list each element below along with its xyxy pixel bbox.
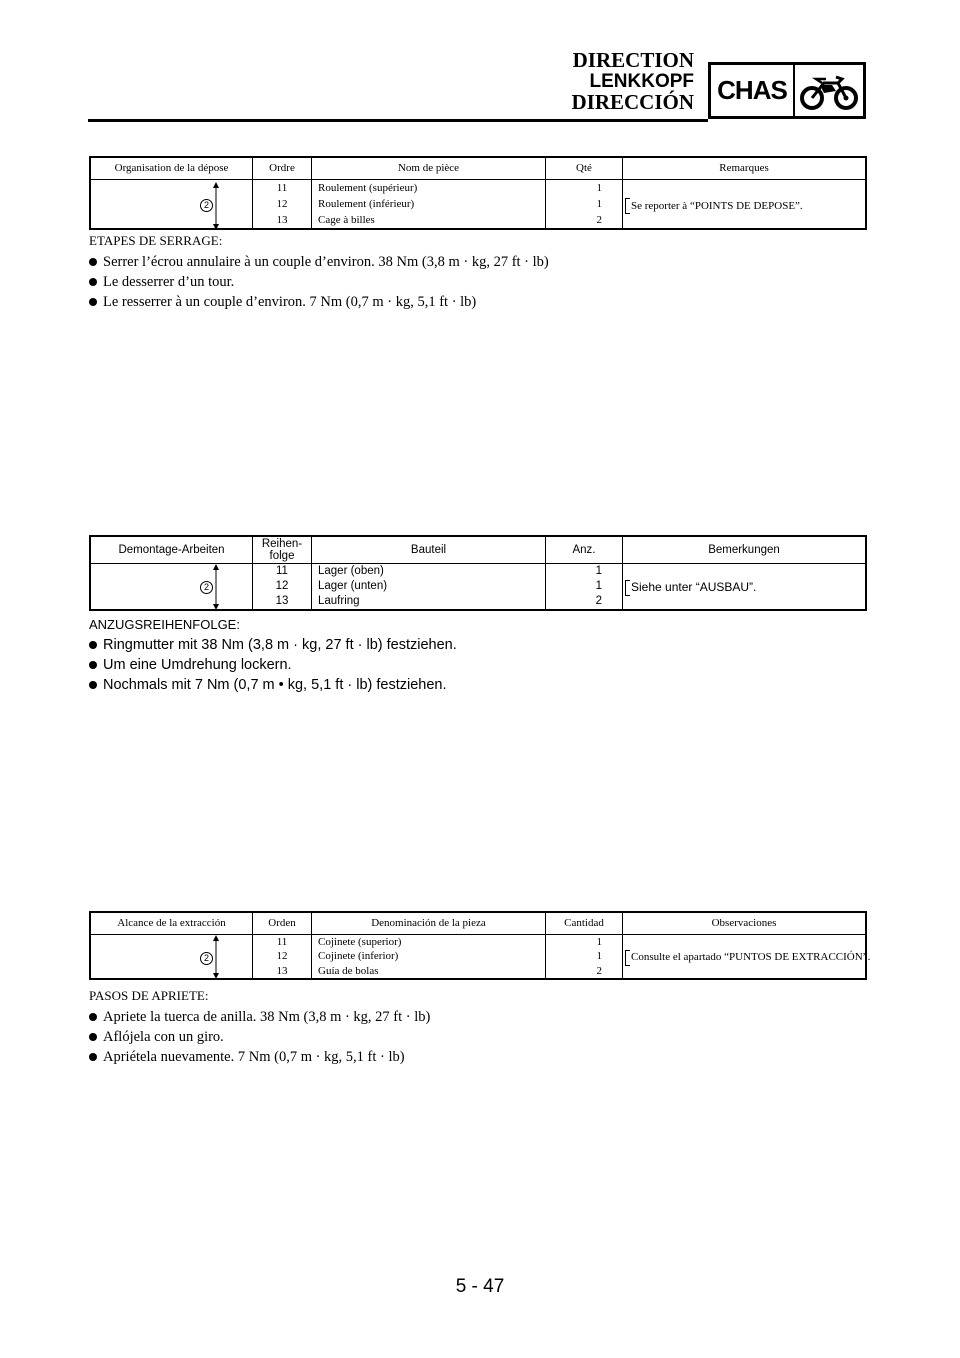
step-item [89, 272, 869, 292]
part-name: Cage à billes [318, 213, 375, 226]
quantity: 2 [596, 213, 602, 226]
col-header: Nom de pièce [312, 157, 546, 179]
steps-heading: PASOS DE APRIETE: [89, 988, 209, 1003]
quantity: 1 [596, 950, 602, 962]
remark-text: Siehe unter “AUSBAU”. [631, 579, 757, 594]
step-text: Aflójela con un giro. [103, 1029, 224, 1045]
header-rule [88, 119, 708, 122]
step-range-arrow-icon [203, 935, 224, 979]
section-badge [708, 62, 866, 119]
step-range-arrow-icon [203, 564, 224, 610]
bullet-icon [89, 641, 97, 649]
col-header: Observaciones [623, 912, 867, 934]
part-name: Guía de bolas [318, 964, 379, 977]
col-header: Bemerkungen [623, 536, 867, 563]
col-header: Demontage-Arbeiten [90, 536, 253, 563]
step-item [89, 252, 869, 272]
step-text: Ringmutter mit 38 Nm (3,8 m · kg, 27 ft · lb) festziehen. [103, 637, 457, 653]
step-text: Serrer l’écrou annulaire à un couple d’environ. 38 Nm (3,8 m · kg, 27 ft · lb) [103, 254, 549, 270]
quantity: 1 [596, 935, 602, 948]
removal-table-es [89, 911, 871, 980]
removal-table-fr [89, 156, 867, 230]
bullet-icon [89, 681, 97, 689]
order-value: 11 [276, 181, 288, 194]
col-header: Orden [253, 912, 312, 934]
quantity: 1 [596, 197, 602, 210]
removal-table-de [89, 535, 867, 611]
step-item [89, 675, 869, 695]
col-header: Reihen- folge [253, 536, 312, 563]
col-header: Anz. [546, 536, 623, 563]
part-name: Cojinete (inferior) [318, 950, 399, 962]
col-header: Remarques [623, 157, 867, 179]
removal-step-marker-cell [90, 934, 253, 979]
part-name: Lager (unten) [318, 579, 388, 592]
removal-step-marker-cell [90, 179, 253, 229]
steps-heading: ANZUGSREIHENFOLGE: [89, 617, 240, 632]
bullet-icon [89, 1033, 97, 1041]
quantity: 1 [596, 181, 602, 194]
steps-heading: ETAPES DE SERRAGE: [89, 233, 223, 248]
step-number-badge: 2 [200, 952, 213, 965]
bullet-icon [89, 661, 97, 669]
step-text: Le desserrer d’un tour. [103, 274, 235, 290]
step-text: Um eine Umdrehung lockern. [103, 657, 292, 673]
step-text: Apriétela nuevamente. 7 Nm (0,7 m · kg, 5,1 ft · lb) [103, 1049, 405, 1065]
quantity: 1 [595, 579, 602, 592]
step-item [89, 655, 869, 675]
remark-text: Consulte el apartado “PUNTOS DE EXTRACCIÓN”. [631, 950, 871, 963]
col-header: Bauteil [312, 536, 546, 563]
order-value: 11 [276, 564, 288, 577]
col-header: Alcance de la extracción [90, 912, 253, 934]
order-value: 13 [275, 594, 289, 607]
remark-bracket [625, 198, 630, 214]
order-value: 12 [276, 197, 288, 210]
quantity: 2 [596, 964, 602, 977]
step-item [89, 292, 869, 312]
title-fr: DIRECTION [572, 48, 694, 72]
part-name: Roulement (inférieur) [318, 197, 415, 210]
section-titles [571, 50, 694, 113]
part-name: Roulement (supérieur) [318, 181, 418, 194]
tightening-steps-fr [89, 233, 869, 312]
step-text: Nochmals mit 7 Nm (0,7 m • kg, 5,1 ft · lb) festziehen. [103, 677, 447, 693]
order-value: 12 [276, 950, 288, 962]
step-text: Le resserrer à un couple d’environ. 7 Nm (0,7 m · kg, 5,1 ft · lb) [103, 294, 477, 310]
tightening-steps-de [89, 617, 869, 695]
quantity: 2 [595, 594, 602, 607]
step-range-arrow-icon [203, 182, 224, 230]
col-header: Denominación de la pieza [312, 912, 546, 934]
step-item [89, 1027, 869, 1047]
remark-bracket [625, 580, 630, 596]
motorcycle-icon [795, 65, 863, 116]
order-value: 13 [276, 964, 288, 977]
order-value: 13 [276, 213, 288, 226]
step-item [89, 635, 869, 655]
part-name: Laufring [318, 594, 360, 607]
step-item [89, 1047, 869, 1067]
remark-text: Se reporter à “POINTS DE DEPOSE”. [631, 199, 803, 212]
page-number: 5 - 47 [455, 1276, 505, 1297]
step-item [89, 1007, 869, 1027]
removal-step-marker-cell [90, 563, 253, 610]
bullet-icon [89, 298, 97, 306]
step-number-badge: 2 [200, 199, 213, 212]
bullet-icon [89, 1053, 97, 1061]
part-name: Lager (oben) [318, 564, 384, 577]
tightening-steps-es [89, 988, 869, 1067]
quantity: 1 [595, 564, 602, 577]
bullet-icon [89, 1013, 97, 1021]
step-text: Apriete la tuerca de anilla. 38 Nm (3,8 m · kg, 27 ft · lb) [103, 1009, 431, 1025]
title-es: DIRECCIÓN [571, 90, 694, 114]
col-header: Ordre [253, 157, 312, 179]
title-de: LENKKOPF [589, 71, 694, 92]
part-name: Cojinete (superior) [318, 935, 402, 948]
step-number-badge: 2 [200, 581, 213, 594]
bullet-icon [89, 258, 97, 266]
remark-bracket [625, 950, 630, 966]
order-value: 11 [276, 935, 288, 948]
col-header: Organisation de la dépose [90, 157, 253, 179]
col-header: Cantidad [546, 912, 623, 934]
section-badge-label: CHAS [711, 65, 795, 116]
order-value: 12 [275, 579, 289, 592]
col-header: Qté [546, 157, 623, 179]
bullet-icon [89, 278, 97, 286]
